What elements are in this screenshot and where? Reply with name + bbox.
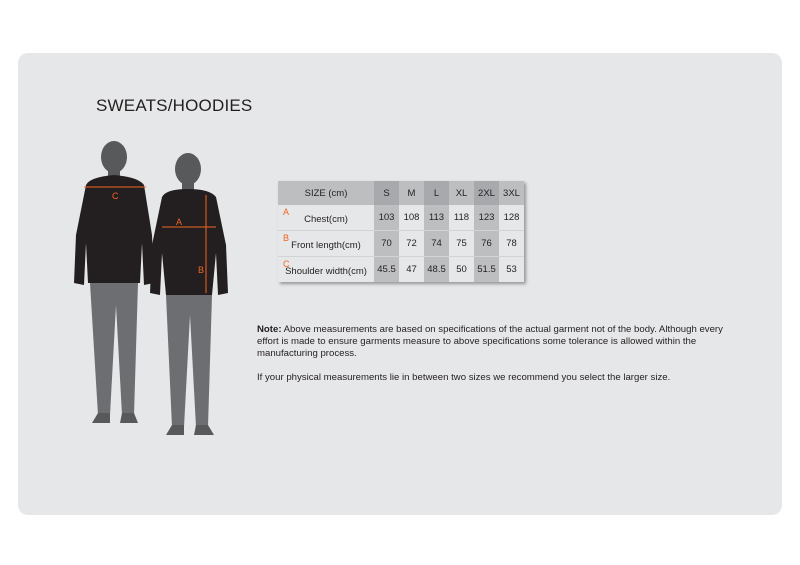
row-label-cell <box>278 205 374 231</box>
table-cell: 74 <box>424 231 449 257</box>
row-label: Chest(cm) <box>304 214 348 225</box>
table-cell: 128 <box>499 205 524 231</box>
table-cell: 70 <box>374 231 399 257</box>
size-col-2xl: 2XL <box>474 181 499 205</box>
table-cell: 48.5 <box>424 257 449 283</box>
size-chart-table <box>278 181 524 282</box>
size-col-l: L <box>424 181 449 205</box>
table-cell: 118 <box>449 205 474 231</box>
table-cell: 113 <box>424 205 449 231</box>
table-cell: 78 <box>499 231 524 257</box>
table-cell: 72 <box>399 231 424 257</box>
note-text: Above measurements are based on specifications of the actual garment not of the body. Although every effort is made to ensure garments measure to above specifications some tolerance is allowed within the manufacturing process. <box>257 324 723 359</box>
table-cell: 108 <box>399 205 424 231</box>
table-cell: 75 <box>449 231 474 257</box>
row-letter: C <box>283 259 290 269</box>
size-col-xl: XL <box>449 181 474 205</box>
table-row-shoulder-width <box>278 257 524 283</box>
size-col-s: S <box>374 181 399 205</box>
advice-paragraph: If your physical measurements lie in between two sizes we recommend you select the larger size. <box>257 372 671 383</box>
row-label: Shoulder width(cm) <box>285 266 367 277</box>
notes-section <box>257 324 727 396</box>
table-cell: 76 <box>474 231 499 257</box>
table-cell: 103 <box>374 205 399 231</box>
front-view-figure <box>150 153 228 435</box>
size-col-3xl: 3XL <box>499 181 524 205</box>
row-label-cell <box>278 231 374 257</box>
page-title: SWEATS/HOODIES <box>96 96 253 115</box>
label-b: B <box>198 265 205 275</box>
rear-view-figure <box>74 141 154 423</box>
row-letter: A <box>283 207 290 217</box>
table-row-chest <box>278 205 524 231</box>
table-cell: 123 <box>474 205 499 231</box>
row-letter: B <box>283 233 290 243</box>
row-label: Front length(cm) <box>291 240 361 251</box>
table-cell: 51.5 <box>474 257 499 283</box>
table-cell: 53 <box>499 257 524 283</box>
table-header-row <box>278 181 524 205</box>
note-label: Note: <box>257 324 282 335</box>
table-cell: 47 <box>399 257 424 283</box>
model-figures-illustration <box>70 135 250 445</box>
table-row-front-length <box>278 231 524 257</box>
size-col-m: M <box>399 181 424 205</box>
note-paragraph <box>257 324 727 360</box>
table-cell: 45.5 <box>374 257 399 283</box>
row-label-cell <box>278 257 374 283</box>
label-a: A <box>176 217 183 227</box>
size-header: SIZE (cm) <box>278 181 374 205</box>
table-cell: 50 <box>449 257 474 283</box>
label-c: C <box>112 191 119 201</box>
